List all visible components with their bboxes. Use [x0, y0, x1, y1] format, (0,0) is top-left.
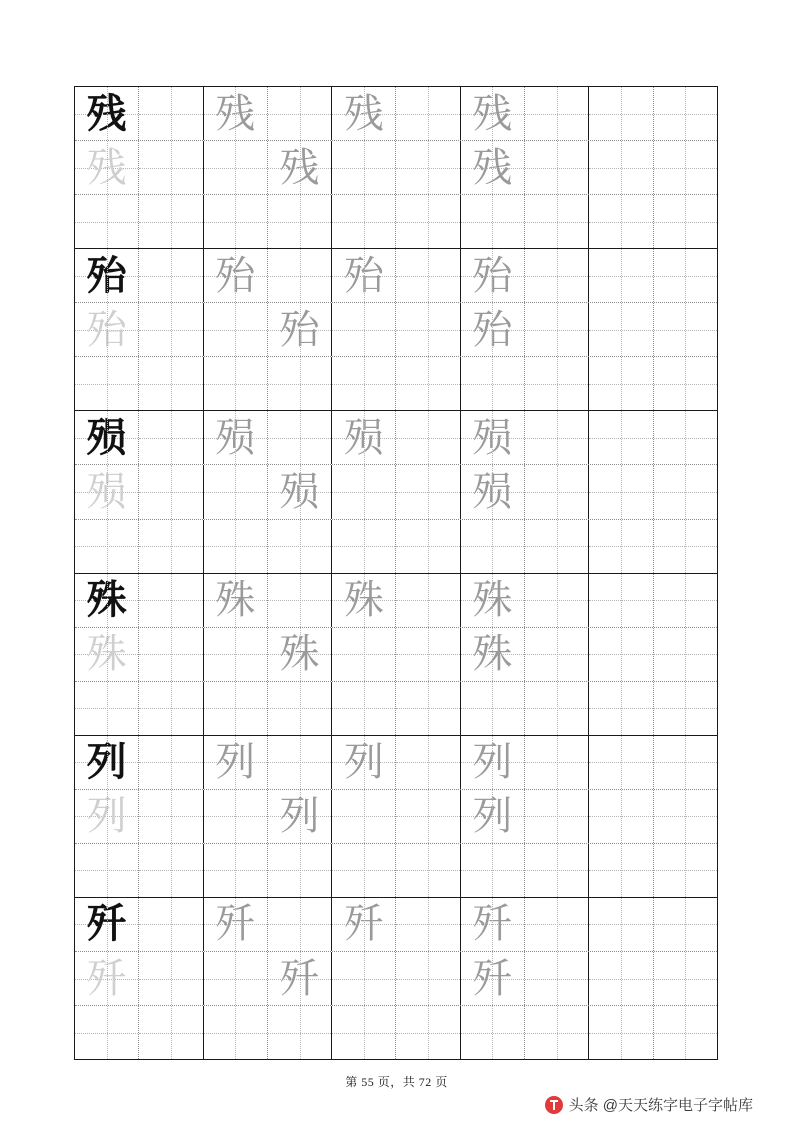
grid-cell[interactable] [204, 465, 268, 518]
grid-cell[interactable] [204, 1006, 268, 1059]
character-glyph: 殒 [86, 414, 127, 460]
grid-cell[interactable] [461, 195, 525, 248]
grid-cell[interactable] [654, 790, 717, 843]
grid-cell[interactable] [332, 141, 396, 194]
grid-cell[interactable] [332, 952, 396, 1005]
grid-cell[interactable] [204, 574, 268, 627]
character-glyph: 列 [279, 793, 320, 839]
grid-cell[interactable] [204, 790, 268, 843]
grid-cell[interactable] [654, 303, 717, 356]
character-glyph: 残 [86, 90, 127, 136]
grid-cell[interactable] [396, 1006, 460, 1059]
toutiao-logo-icon [545, 1096, 563, 1114]
grid-cell[interactable] [139, 952, 203, 1005]
grid-cell[interactable] [204, 682, 268, 735]
grid-cell[interactable] [654, 952, 717, 1005]
character-glyph: 殊 [86, 577, 127, 623]
grid-row [75, 141, 717, 195]
grid-cell[interactable] [396, 141, 460, 194]
grid-cell[interactable] [204, 87, 268, 140]
grid-cell[interactable] [461, 574, 525, 627]
grid-cell[interactable] [139, 411, 203, 464]
grid-cell[interactable] [589, 87, 653, 140]
grid-cell[interactable] [525, 357, 589, 410]
grid-cell[interactable] [589, 465, 653, 518]
character-glyph: 残 [472, 144, 513, 190]
grid-cell[interactable] [204, 628, 268, 681]
grid-row [75, 1006, 717, 1059]
grid-cell[interactable] [75, 574, 139, 627]
grid-cell[interactable] [332, 249, 396, 302]
grid-cell[interactable] [654, 411, 717, 464]
character-glyph: 列 [86, 739, 127, 785]
grid-cell[interactable] [461, 898, 525, 951]
grid-cell[interactable] [461, 87, 525, 140]
grid-cell[interactable] [204, 411, 268, 464]
character-glyph: 列 [472, 739, 513, 785]
grid-cell[interactable] [75, 898, 139, 951]
grid-cell[interactable] [461, 249, 525, 302]
grid-cell[interactable] [75, 628, 139, 681]
grid-cell[interactable] [654, 1006, 717, 1059]
grid-cell[interactable] [654, 682, 717, 735]
grid-cell[interactable] [139, 1006, 203, 1059]
grid-cell[interactable] [589, 736, 653, 789]
grid-cell[interactable] [461, 736, 525, 789]
grid-cell[interactable] [332, 682, 396, 735]
character-glyph: 殊 [472, 577, 513, 623]
character-glyph: 歼 [472, 901, 513, 947]
character-glyph: 殊 [279, 631, 320, 677]
grid-cell[interactable] [525, 249, 589, 302]
grid-cell[interactable] [525, 790, 589, 843]
grid-cell[interactable] [396, 411, 460, 464]
character-glyph: 殆 [472, 252, 513, 298]
grid-cell[interactable] [139, 844, 203, 897]
grid-cell[interactable] [139, 87, 203, 140]
grid-cell[interactable] [654, 465, 717, 518]
grid-row [75, 682, 717, 736]
grid-row [75, 628, 717, 682]
grid-cell[interactable] [204, 844, 268, 897]
grid-cell[interactable] [396, 357, 460, 410]
grid-cell[interactable] [75, 520, 139, 573]
character-glyph: 殒 [279, 468, 320, 514]
grid-cell[interactable] [589, 682, 653, 735]
character-glyph: 残 [279, 144, 320, 190]
character-glyph: 歼 [472, 955, 513, 1001]
grid-cell[interactable] [396, 628, 460, 681]
grid-cell[interactable] [139, 628, 203, 681]
grid-cell[interactable] [654, 628, 717, 681]
grid-cell[interactable] [654, 357, 717, 410]
grid-cell[interactable] [461, 303, 525, 356]
character-glyph: 殊 [86, 631, 127, 677]
grid-cell[interactable] [139, 357, 203, 410]
character-glyph: 殒 [472, 414, 513, 460]
grid-cell[interactable] [396, 898, 460, 951]
grid-cell[interactable] [461, 357, 525, 410]
grid-cell[interactable] [332, 357, 396, 410]
grid-row [75, 898, 717, 952]
character-glyph: 歼 [215, 901, 256, 947]
character-glyph: 歼 [86, 955, 127, 1001]
grid-cell[interactable] [268, 87, 332, 140]
grid-cell[interactable] [525, 898, 589, 951]
grid-row [75, 465, 717, 519]
grid-cell[interactable] [654, 898, 717, 951]
character-glyph: 殒 [86, 468, 127, 514]
grid-row [75, 411, 717, 465]
grid-cell[interactable] [268, 574, 332, 627]
grid-cell[interactable] [332, 411, 396, 464]
grid-cell[interactable] [589, 790, 653, 843]
grid-cell[interactable] [589, 1006, 653, 1059]
character-glyph: 殆 [472, 306, 513, 352]
character-glyph: 殒 [215, 414, 256, 460]
character-glyph: 殆 [279, 306, 320, 352]
grid-cell[interactable] [396, 574, 460, 627]
grid-cell[interactable] [204, 952, 268, 1005]
grid-cell[interactable] [396, 249, 460, 302]
grid-cell[interactable] [139, 790, 203, 843]
grid-cell[interactable] [332, 195, 396, 248]
grid-row [75, 736, 717, 790]
grid-cell[interactable] [461, 1006, 525, 1059]
grid-cell[interactable] [332, 465, 396, 518]
character-glyph: 歼 [279, 955, 320, 1001]
grid-cell[interactable] [396, 790, 460, 843]
character-glyph: 殊 [215, 577, 256, 623]
grid-cell[interactable] [589, 520, 653, 573]
grid-cell[interactable] [525, 195, 589, 248]
grid-cell[interactable] [525, 141, 589, 194]
grid-cell[interactable] [461, 411, 525, 464]
grid-cell[interactable] [461, 682, 525, 735]
grid-cell[interactable] [139, 682, 203, 735]
grid-cell[interactable] [525, 682, 589, 735]
grid-cell[interactable] [268, 628, 332, 681]
grid-cell[interactable] [654, 87, 717, 140]
grid-cell[interactable] [204, 520, 268, 573]
grid-cell[interactable] [654, 574, 717, 627]
grid-cell[interactable] [204, 303, 268, 356]
grid-cell[interactable] [396, 87, 460, 140]
grid-cell[interactable] [139, 141, 203, 194]
grid-cell[interactable] [268, 249, 332, 302]
character-glyph: 残 [472, 90, 513, 136]
grid-cell[interactable] [268, 303, 332, 356]
character-glyph: 殊 [343, 577, 384, 623]
grid-cell[interactable] [268, 952, 332, 1005]
grid-cell[interactable] [461, 952, 525, 1005]
grid-cell[interactable] [654, 520, 717, 573]
grid-cell[interactable] [589, 574, 653, 627]
grid-cell[interactable] [332, 520, 396, 573]
grid-cell[interactable] [75, 141, 139, 194]
grid-cell[interactable] [332, 303, 396, 356]
grid-cell[interactable] [396, 465, 460, 518]
grid-cell[interactable] [139, 465, 203, 518]
grid-cell[interactable] [204, 141, 268, 194]
grid-cell[interactable] [654, 195, 717, 248]
grid-cell[interactable] [589, 952, 653, 1005]
watermark [545, 1094, 753, 1115]
grid-cell[interactable] [139, 736, 203, 789]
grid-cell[interactable] [268, 357, 332, 410]
grid-cell[interactable] [654, 141, 717, 194]
grid-cell[interactable] [461, 628, 525, 681]
grid-cell[interactable] [268, 141, 332, 194]
grid-cell[interactable] [332, 628, 396, 681]
grid-cell[interactable] [396, 195, 460, 248]
character-glyph: 列 [215, 739, 256, 785]
character-glyph: 殒 [343, 414, 384, 460]
grid-cell[interactable] [461, 520, 525, 573]
grid-row [75, 520, 717, 574]
grid-cell[interactable] [396, 952, 460, 1005]
character-glyph: 残 [343, 90, 384, 136]
grid-cell[interactable] [268, 411, 332, 464]
grid-cell[interactable] [75, 303, 139, 356]
character-glyph: 殆 [343, 252, 384, 298]
grid-cell[interactable] [589, 411, 653, 464]
grid-cell[interactable] [332, 844, 396, 897]
grid-cell[interactable] [461, 141, 525, 194]
grid-cell[interactable] [654, 249, 717, 302]
grid-cell[interactable] [332, 87, 396, 140]
grid-cell[interactable] [461, 844, 525, 897]
grid-row [75, 844, 717, 898]
grid-row [75, 195, 717, 249]
character-glyph: 殊 [472, 631, 513, 677]
grid-cell[interactable] [525, 303, 589, 356]
grid-row [75, 87, 717, 141]
grid-cell[interactable] [268, 1006, 332, 1059]
grid-cell[interactable] [268, 736, 332, 789]
character-glyph: 列 [472, 793, 513, 839]
grid-cell[interactable] [139, 520, 203, 573]
grid-cell[interactable] [204, 357, 268, 410]
grid-cell[interactable] [75, 1006, 139, 1059]
grid-cell[interactable] [75, 357, 139, 410]
character-glyph: 残 [86, 144, 127, 190]
grid-cell[interactable] [589, 303, 653, 356]
grid-cell[interactable] [589, 195, 653, 248]
grid-cell[interactable] [268, 195, 332, 248]
grid-cell[interactable] [525, 952, 589, 1005]
grid-cell[interactable] [204, 249, 268, 302]
grid-cell[interactable] [332, 898, 396, 951]
grid-cell[interactable] [525, 574, 589, 627]
character-glyph: 列 [343, 739, 384, 785]
grid-cell[interactable] [589, 141, 653, 194]
grid-cell[interactable] [525, 465, 589, 518]
grid-cell[interactable] [268, 898, 332, 951]
character-glyph: 殆 [215, 252, 256, 298]
grid-cell[interactable] [75, 411, 139, 464]
grid-cell[interactable] [75, 465, 139, 518]
grid-row [75, 574, 717, 628]
grid-row [75, 249, 717, 303]
grid-cell[interactable] [139, 195, 203, 248]
grid-cell[interactable] [268, 682, 332, 735]
grid-cell[interactable] [525, 736, 589, 789]
grid-row [75, 952, 717, 1006]
character-glyph: 歼 [86, 901, 127, 947]
grid-cell[interactable] [525, 628, 589, 681]
grid-cell[interactable] [589, 898, 653, 951]
grid-cell[interactable] [525, 411, 589, 464]
grid-cell[interactable] [396, 520, 460, 573]
grid-cell[interactable] [75, 952, 139, 1005]
grid-cell[interactable] [75, 249, 139, 302]
grid-cell[interactable] [75, 682, 139, 735]
page-footer [0, 1073, 793, 1091]
grid-cell[interactable] [461, 465, 525, 518]
grid-cell[interactable] [589, 844, 653, 897]
grid-cell[interactable] [589, 628, 653, 681]
practice-grid [74, 86, 718, 1060]
grid-row [75, 790, 717, 844]
character-glyph: 殆 [86, 252, 127, 298]
grid-cell[interactable] [139, 898, 203, 951]
grid-cell[interactable] [139, 303, 203, 356]
character-glyph: 殒 [472, 468, 513, 514]
grid-cell[interactable] [525, 844, 589, 897]
grid-cell[interactable] [139, 574, 203, 627]
grid-cell[interactable] [525, 87, 589, 140]
grid-cell[interactable] [589, 249, 653, 302]
grid-cell[interactable] [654, 736, 717, 789]
grid-cell[interactable] [75, 790, 139, 843]
grid-row [75, 303, 717, 357]
grid-cell[interactable] [396, 303, 460, 356]
grid-cell[interactable] [268, 844, 332, 897]
grid-cell[interactable] [654, 844, 717, 897]
grid-cell[interactable] [396, 844, 460, 897]
character-glyph: 残 [215, 90, 256, 136]
page-number-text: 第 55 页，共 72 页 [345, 1075, 448, 1089]
grid-cell[interactable] [461, 790, 525, 843]
grid-cell[interactable] [332, 1006, 396, 1059]
grid-cell[interactable] [525, 1006, 589, 1059]
grid-cell[interactable] [204, 898, 268, 951]
grid-cell[interactable] [396, 682, 460, 735]
grid-cell[interactable] [75, 195, 139, 248]
grid-cell[interactable] [268, 465, 332, 518]
character-glyph: 列 [86, 793, 127, 839]
grid-cell[interactable] [268, 790, 332, 843]
grid-cell[interactable] [204, 195, 268, 248]
grid-cell[interactable] [75, 844, 139, 897]
grid-cell[interactable] [75, 87, 139, 140]
grid-cell[interactable] [268, 520, 332, 573]
grid-row [75, 357, 717, 411]
grid-cell[interactable] [139, 249, 203, 302]
grid-cell[interactable] [396, 736, 460, 789]
character-glyph: 殆 [86, 306, 127, 352]
character-glyph: 歼 [343, 901, 384, 947]
grid-cell[interactable] [332, 790, 396, 843]
grid-cell[interactable] [204, 736, 268, 789]
grid-cell[interactable] [332, 736, 396, 789]
watermark-text: 头条 @天天练字电子字帖库 [568, 1097, 753, 1114]
grid-cell[interactable] [589, 357, 653, 410]
grid-cell[interactable] [332, 574, 396, 627]
grid-cell[interactable] [525, 520, 589, 573]
grid-cell[interactable] [75, 736, 139, 789]
